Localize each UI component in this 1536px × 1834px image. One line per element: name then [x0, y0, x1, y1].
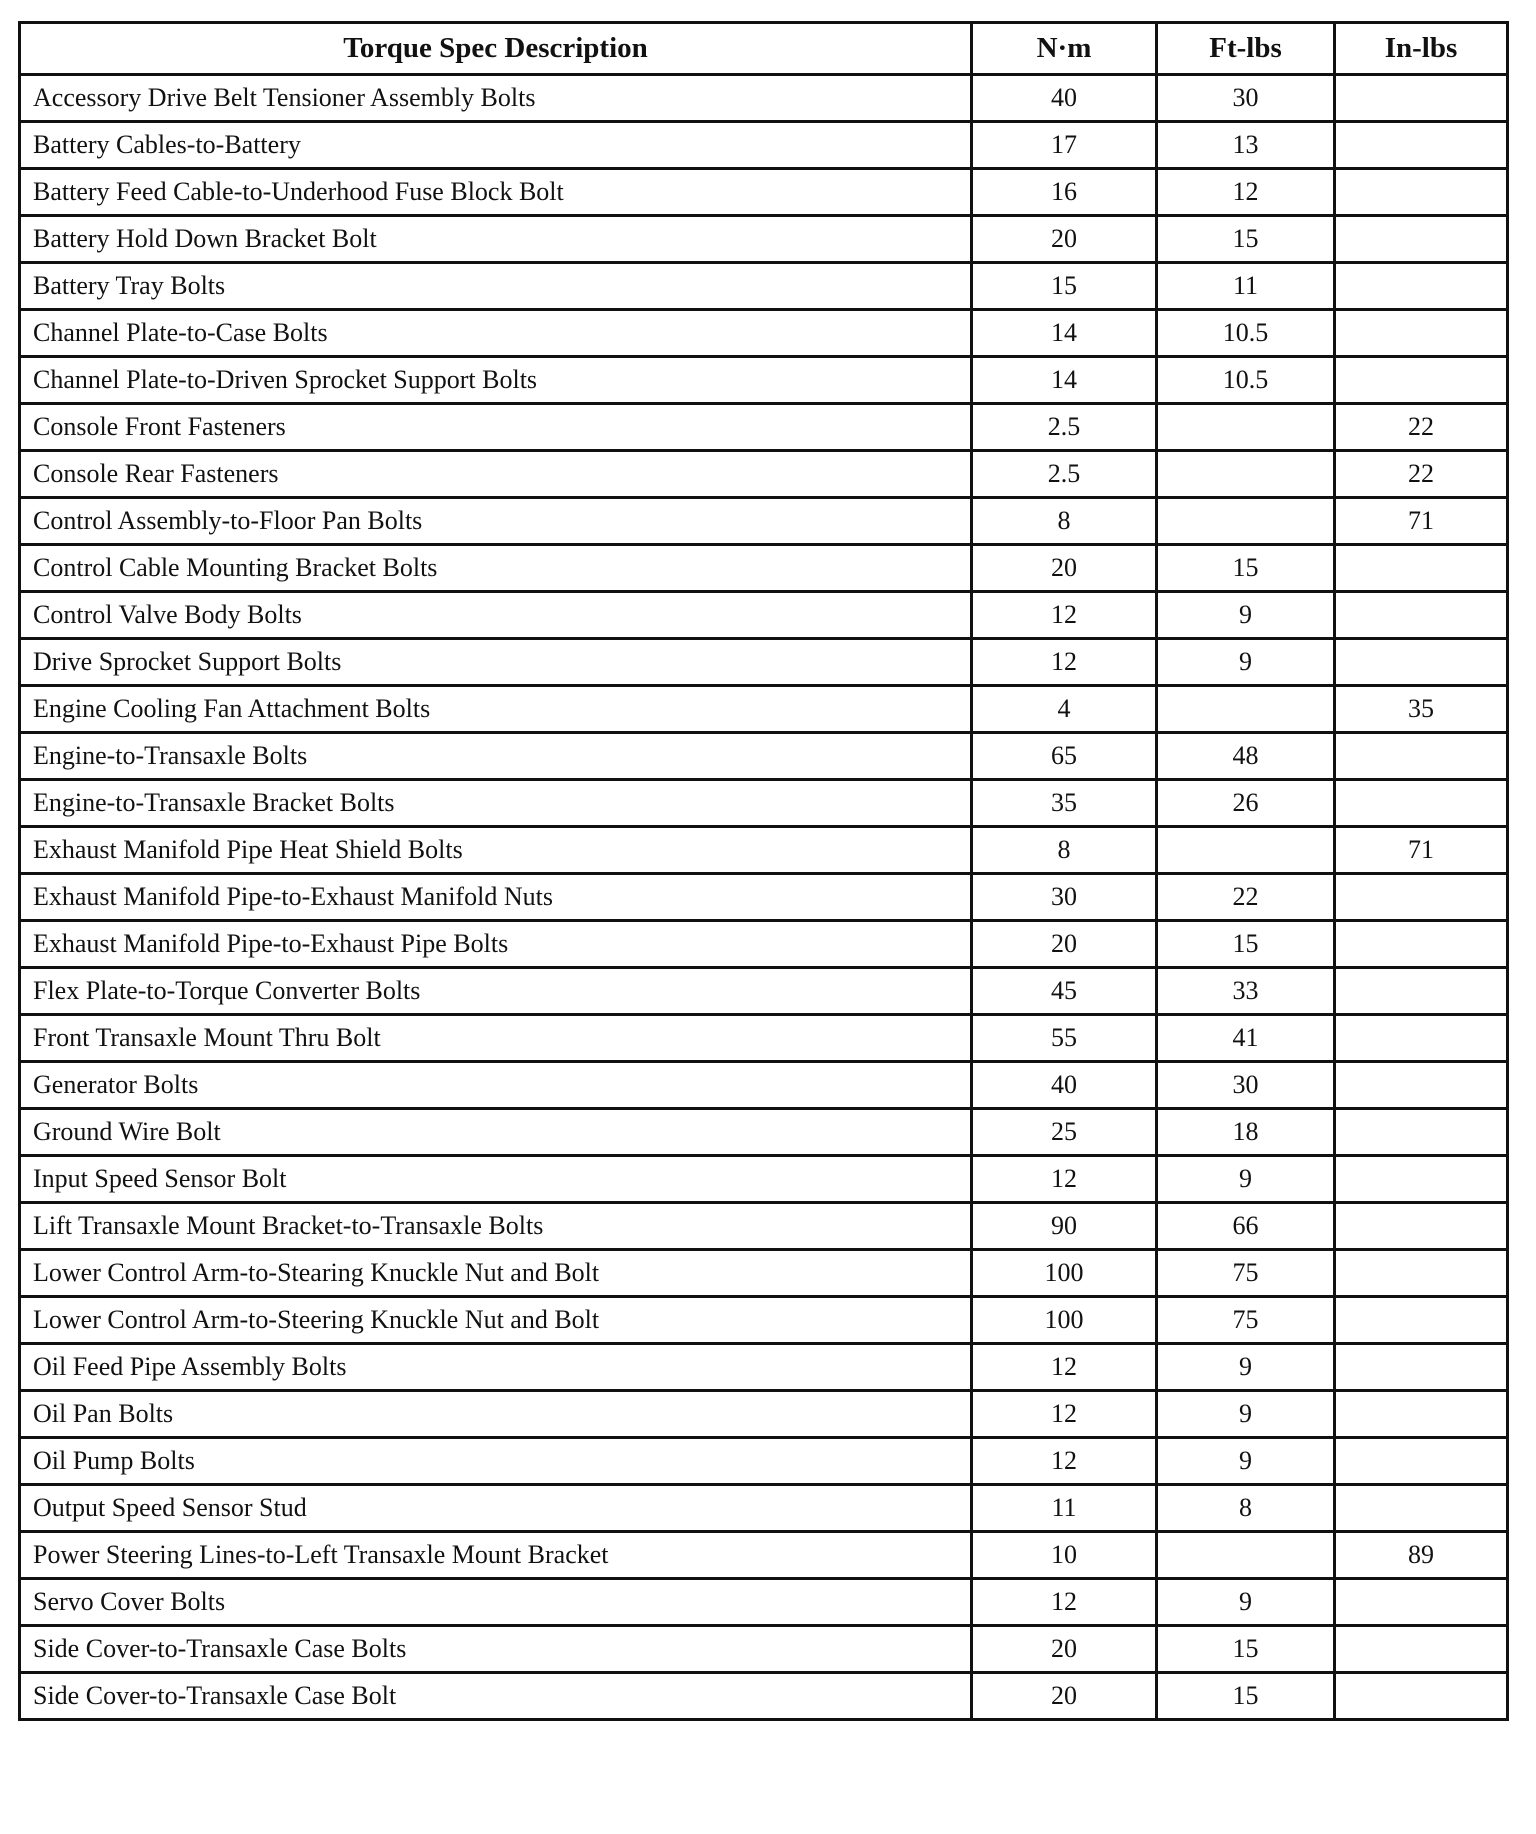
table-row	[20, 122, 1508, 169]
cell-nm: 12	[972, 1579, 1157, 1626]
cell-nm: 4	[972, 686, 1157, 733]
cell-ft-lbs: 15	[1157, 1626, 1335, 1673]
table-row	[20, 169, 1508, 216]
cell-in-lbs: 71	[1335, 498, 1508, 545]
cell-ft-lbs: 15	[1157, 1673, 1335, 1720]
cell-description: Channel Plate-to-Case Bolts	[20, 310, 972, 357]
cell-in-lbs	[1335, 310, 1508, 357]
cell-nm: 8	[972, 498, 1157, 545]
cell-nm: 12	[972, 1344, 1157, 1391]
cell-in-lbs	[1335, 1156, 1508, 1203]
table-row	[20, 968, 1508, 1015]
cell-ft-lbs: 10.5	[1157, 357, 1335, 404]
table-row	[20, 686, 1508, 733]
cell-description: Drive Sprocket Support Bolts	[20, 639, 972, 686]
cell-description: Exhaust Manifold Pipe-to-Exhaust Manifold Nuts	[20, 874, 972, 921]
cell-nm: 12	[972, 1391, 1157, 1438]
cell-ft-lbs: 13	[1157, 122, 1335, 169]
cell-nm: 100	[972, 1250, 1157, 1297]
table-row	[20, 357, 1508, 404]
table-row	[20, 1297, 1508, 1344]
cell-ft-lbs: 48	[1157, 733, 1335, 780]
cell-ft-lbs: 9	[1157, 1438, 1335, 1485]
cell-ft-lbs	[1157, 827, 1335, 874]
table-row	[20, 1391, 1508, 1438]
cell-ft-lbs: 9	[1157, 1579, 1335, 1626]
cell-nm: 20	[972, 1626, 1157, 1673]
table-row	[20, 1485, 1508, 1532]
cell-in-lbs: 22	[1335, 451, 1508, 498]
cell-ft-lbs	[1157, 686, 1335, 733]
cell-nm: 12	[972, 592, 1157, 639]
cell-in-lbs	[1335, 639, 1508, 686]
cell-description: Input Speed Sensor Bolt	[20, 1156, 972, 1203]
cell-nm: 55	[972, 1015, 1157, 1062]
cell-in-lbs	[1335, 1250, 1508, 1297]
cell-description: Battery Cables-to-Battery	[20, 122, 972, 169]
cell-in-lbs	[1335, 1015, 1508, 1062]
cell-ft-lbs	[1157, 451, 1335, 498]
table-row	[20, 263, 1508, 310]
cell-nm: 45	[972, 968, 1157, 1015]
cell-description: Side Cover-to-Transaxle Case Bolts	[20, 1626, 972, 1673]
cell-ft-lbs: 9	[1157, 1391, 1335, 1438]
cell-ft-lbs: 22	[1157, 874, 1335, 921]
table-row	[20, 216, 1508, 263]
cell-description: Control Valve Body Bolts	[20, 592, 972, 639]
cell-description: Battery Tray Bolts	[20, 263, 972, 310]
table-row	[20, 1626, 1508, 1673]
cell-description: Console Front Fasteners	[20, 404, 972, 451]
table-row	[20, 1250, 1508, 1297]
cell-nm: 20	[972, 216, 1157, 263]
cell-in-lbs	[1335, 216, 1508, 263]
cell-ft-lbs	[1157, 404, 1335, 451]
cell-ft-lbs: 15	[1157, 545, 1335, 592]
table-row	[20, 451, 1508, 498]
cell-nm: 12	[972, 1438, 1157, 1485]
cell-in-lbs	[1335, 122, 1508, 169]
cell-ft-lbs: 30	[1157, 1062, 1335, 1109]
table-row	[20, 404, 1508, 451]
cell-ft-lbs: 9	[1157, 1344, 1335, 1391]
cell-description: Lower Control Arm-to-Stearing Knuckle Nut and Bolt	[20, 1250, 972, 1297]
cell-nm: 90	[972, 1203, 1157, 1250]
cell-ft-lbs: 15	[1157, 216, 1335, 263]
cell-ft-lbs: 11	[1157, 263, 1335, 310]
header-nm: N·m	[972, 23, 1157, 75]
header-in-lbs: In-lbs	[1335, 23, 1508, 75]
cell-ft-lbs	[1157, 1532, 1335, 1579]
cell-ft-lbs: 12	[1157, 169, 1335, 216]
table-row	[20, 545, 1508, 592]
cell-ft-lbs: 75	[1157, 1297, 1335, 1344]
cell-description: Side Cover-to-Transaxle Case Bolt	[20, 1673, 972, 1720]
table-row	[20, 1156, 1508, 1203]
cell-nm: 20	[972, 921, 1157, 968]
cell-in-lbs	[1335, 780, 1508, 827]
cell-description: Generator Bolts	[20, 1062, 972, 1109]
cell-description: Servo Cover Bolts	[20, 1579, 972, 1626]
cell-in-lbs	[1335, 75, 1508, 122]
table-row	[20, 874, 1508, 921]
cell-nm: 12	[972, 1156, 1157, 1203]
cell-in-lbs	[1335, 1626, 1508, 1673]
cell-nm: 8	[972, 827, 1157, 874]
cell-in-lbs	[1335, 1673, 1508, 1720]
cell-in-lbs	[1335, 874, 1508, 921]
cell-nm: 14	[972, 310, 1157, 357]
cell-in-lbs	[1335, 263, 1508, 310]
cell-in-lbs	[1335, 1485, 1508, 1532]
header-description: Torque Spec Description	[20, 23, 972, 75]
cell-in-lbs	[1335, 921, 1508, 968]
cell-ft-lbs: 8	[1157, 1485, 1335, 1532]
table-row	[20, 1438, 1508, 1485]
cell-description: Lower Control Arm-to-Steering Knuckle Nut and Bolt	[20, 1297, 972, 1344]
cell-in-lbs	[1335, 1203, 1508, 1250]
table-row	[20, 1579, 1508, 1626]
cell-in-lbs	[1335, 1344, 1508, 1391]
cell-nm: 35	[972, 780, 1157, 827]
table-row	[20, 827, 1508, 874]
cell-nm: 100	[972, 1297, 1157, 1344]
cell-description: Exhaust Manifold Pipe-to-Exhaust Pipe Bolts	[20, 921, 972, 968]
cell-in-lbs: 71	[1335, 827, 1508, 874]
cell-nm: 30	[972, 874, 1157, 921]
table-row	[20, 1532, 1508, 1579]
cell-nm: 16	[972, 169, 1157, 216]
cell-nm: 15	[972, 263, 1157, 310]
cell-nm: 65	[972, 733, 1157, 780]
cell-nm: 17	[972, 122, 1157, 169]
cell-nm: 10	[972, 1532, 1157, 1579]
table-row	[20, 639, 1508, 686]
cell-in-lbs: 89	[1335, 1532, 1508, 1579]
cell-description: Front Transaxle Mount Thru Bolt	[20, 1015, 972, 1062]
cell-in-lbs	[1335, 1579, 1508, 1626]
torque-spec-table	[18, 21, 1509, 1721]
cell-in-lbs	[1335, 592, 1508, 639]
cell-nm: 2.5	[972, 451, 1157, 498]
cell-ft-lbs: 41	[1157, 1015, 1335, 1062]
header-row	[20, 23, 1508, 75]
cell-description: Ground Wire Bolt	[20, 1109, 972, 1156]
table-row	[20, 1015, 1508, 1062]
cell-in-lbs	[1335, 169, 1508, 216]
cell-ft-lbs: 10.5	[1157, 310, 1335, 357]
cell-ft-lbs: 75	[1157, 1250, 1335, 1297]
cell-description: Oil Pan Bolts	[20, 1391, 972, 1438]
table-row	[20, 780, 1508, 827]
table-row	[20, 733, 1508, 780]
cell-ft-lbs: 9	[1157, 1156, 1335, 1203]
cell-in-lbs	[1335, 733, 1508, 780]
cell-ft-lbs	[1157, 498, 1335, 545]
cell-ft-lbs: 33	[1157, 968, 1335, 1015]
header-ft-lbs: Ft-lbs	[1157, 23, 1335, 75]
cell-in-lbs	[1335, 1062, 1508, 1109]
cell-in-lbs	[1335, 1438, 1508, 1485]
cell-nm: 40	[972, 1062, 1157, 1109]
cell-in-lbs	[1335, 1109, 1508, 1156]
table-row	[20, 498, 1508, 545]
cell-description: Output Speed Sensor Stud	[20, 1485, 972, 1532]
table-row	[20, 1109, 1508, 1156]
cell-description: Accessory Drive Belt Tensioner Assembly Bolts	[20, 75, 972, 122]
cell-in-lbs	[1335, 1297, 1508, 1344]
table-row	[20, 1673, 1508, 1720]
cell-ft-lbs: 66	[1157, 1203, 1335, 1250]
cell-description: Channel Plate-to-Driven Sprocket Support Bolts	[20, 357, 972, 404]
cell-nm: 25	[972, 1109, 1157, 1156]
cell-description: Control Cable Mounting Bracket Bolts	[20, 545, 972, 592]
cell-description: Exhaust Manifold Pipe Heat Shield Bolts	[20, 827, 972, 874]
cell-nm: 20	[972, 545, 1157, 592]
table-row	[20, 592, 1508, 639]
cell-ft-lbs: 9	[1157, 592, 1335, 639]
cell-description: Battery Feed Cable-to-Underhood Fuse Block Bolt	[20, 169, 972, 216]
table-row	[20, 1203, 1508, 1250]
cell-in-lbs	[1335, 357, 1508, 404]
cell-nm: 40	[972, 75, 1157, 122]
cell-description: Lift Transaxle Mount Bracket-to-Transaxle Bolts	[20, 1203, 972, 1250]
cell-description: Oil Pump Bolts	[20, 1438, 972, 1485]
cell-description: Battery Hold Down Bracket Bolt	[20, 216, 972, 263]
cell-in-lbs	[1335, 545, 1508, 592]
cell-ft-lbs: 9	[1157, 639, 1335, 686]
table-row	[20, 1344, 1508, 1391]
cell-nm: 20	[972, 1673, 1157, 1720]
cell-description: Engine-to-Transaxle Bolts	[20, 733, 972, 780]
cell-description: Console Rear Fasteners	[20, 451, 972, 498]
cell-ft-lbs: 30	[1157, 75, 1335, 122]
cell-description: Flex Plate-to-Torque Converter Bolts	[20, 968, 972, 1015]
cell-in-lbs	[1335, 1391, 1508, 1438]
cell-ft-lbs: 15	[1157, 921, 1335, 968]
cell-nm: 2.5	[972, 404, 1157, 451]
cell-ft-lbs: 18	[1157, 1109, 1335, 1156]
cell-description: Oil Feed Pipe Assembly Bolts	[20, 1344, 972, 1391]
cell-nm: 14	[972, 357, 1157, 404]
cell-in-lbs	[1335, 968, 1508, 1015]
cell-description: Engine Cooling Fan Attachment Bolts	[20, 686, 972, 733]
table-row	[20, 310, 1508, 357]
table-row	[20, 1062, 1508, 1109]
cell-nm: 12	[972, 639, 1157, 686]
cell-description: Control Assembly-to-Floor Pan Bolts	[20, 498, 972, 545]
table-row	[20, 921, 1508, 968]
cell-in-lbs: 35	[1335, 686, 1508, 733]
cell-description: Engine-to-Transaxle Bracket Bolts	[20, 780, 972, 827]
cell-ft-lbs: 26	[1157, 780, 1335, 827]
cell-in-lbs: 22	[1335, 404, 1508, 451]
cell-nm: 11	[972, 1485, 1157, 1532]
cell-description: Power Steering Lines-to-Left Transaxle Mount Bracket	[20, 1532, 972, 1579]
table-row	[20, 75, 1508, 122]
